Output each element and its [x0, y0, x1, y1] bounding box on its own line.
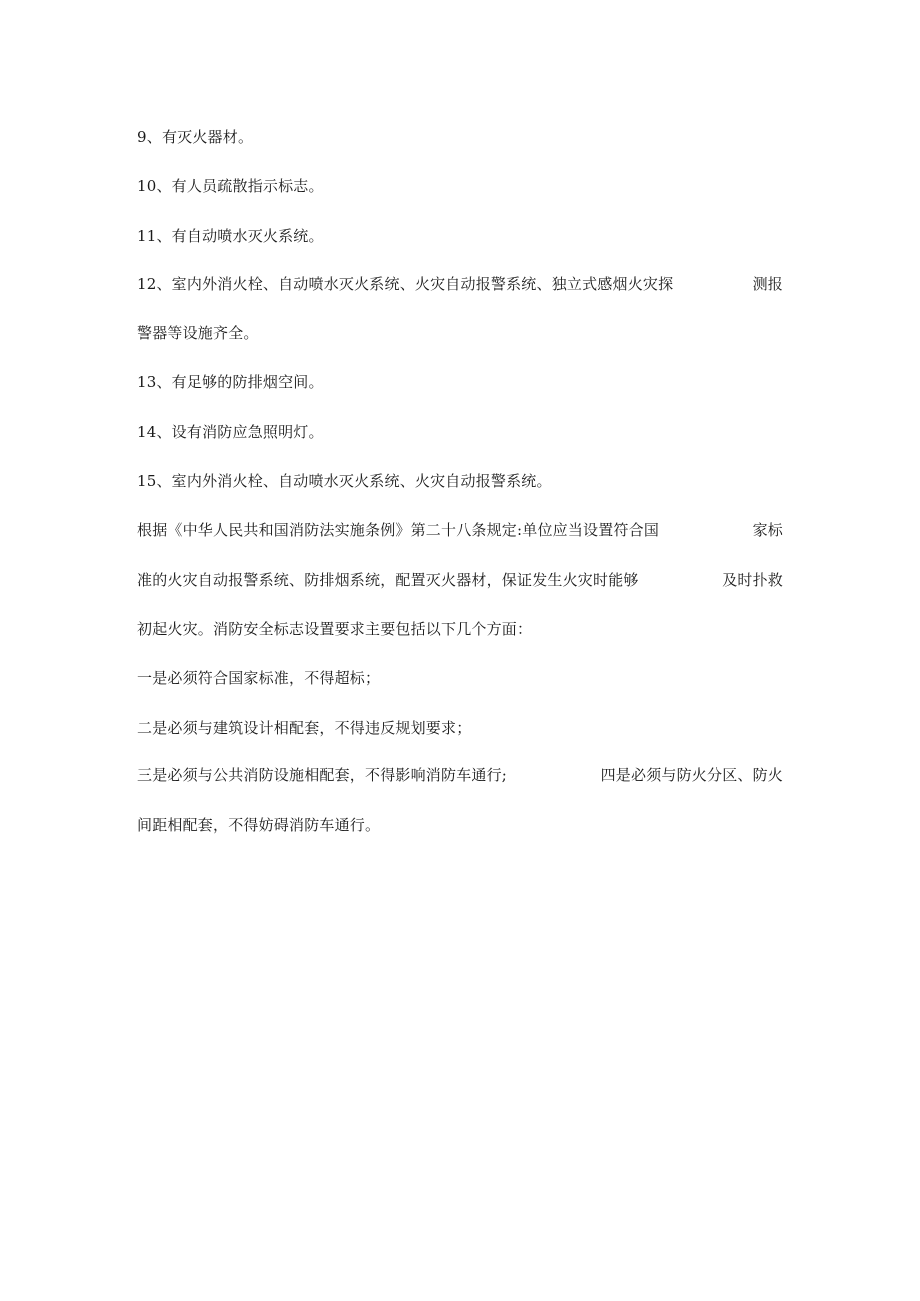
list-item-11: 11、有自动喷水灭火系统。: [137, 227, 324, 245]
paragraph-regulation-line-2: [137, 570, 783, 590]
list-item-12-text-a: 12、室内外消火栓、自动喷水灭火系统、火灾自动报警系统、独立式感烟火灾探: [137, 275, 674, 293]
list-item-12-text-b: 测报: [752, 275, 783, 293]
paragraph-regulation-text-d: 及时扑救: [722, 571, 783, 589]
requirement-4-text-a: 四是必须与防火分区、防火: [600, 766, 783, 784]
list-item-12-line-1: [137, 274, 783, 294]
requirement-1: 一是必须符合国家标准，不得超标；: [137, 669, 381, 687]
paragraph-regulation-line-1: [137, 520, 783, 540]
paragraph-regulation-text-b: 家标: [752, 521, 783, 539]
requirement-3-text: 三是必须与公共消防设施相配套，不得影响消防车通行;: [137, 766, 508, 784]
list-item-13: 13、有足够的防排烟空间。: [137, 373, 324, 391]
list-item-14: 14、设有消防应急照明灯。: [137, 423, 324, 441]
paragraph-regulation-line-3: 初起火灾。消防安全标志设置要求主要包括以下几个方面：: [137, 620, 533, 638]
requirement-4-line-2: 间距相配套，不得妨碍消防车通行。: [137, 816, 381, 834]
requirement-2: 二是必须与建筑设计相配套，不得违反规划要求；: [137, 719, 472, 737]
list-item-12-line-2: 警器等设施齐全。: [137, 324, 259, 342]
requirement-3-4-line-1: [137, 765, 783, 785]
list-item-10: 10、有人员疏散指示标志。: [137, 177, 324, 195]
list-item-9: 9、有灭火器材。: [137, 128, 254, 146]
paragraph-regulation-text-c: 准的火灾自动报警系统、防排烟系统，配置灭火器材，保证发生火灾时能够: [137, 571, 639, 589]
list-item-15: 15、室内外消火栓、自动喷水灭火系统、火灾自动报警系统。: [137, 472, 552, 490]
paragraph-regulation-text-a: 根据《中华人民共和国消防法实施条例》第二十八条规定:单位应当设置符合国: [137, 521, 660, 539]
